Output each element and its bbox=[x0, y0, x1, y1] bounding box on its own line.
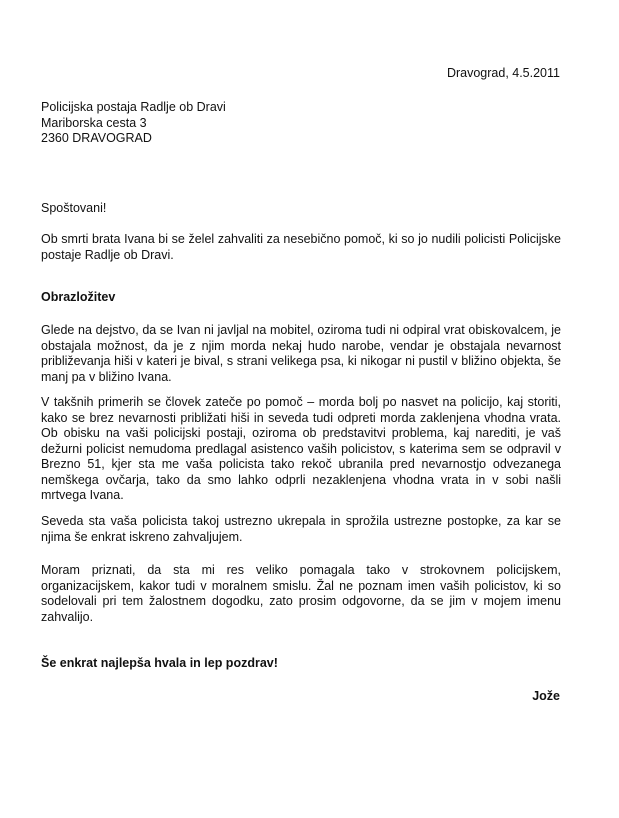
recipient-city: 2360 DRAVOGRAD bbox=[41, 131, 152, 145]
recipient-address bbox=[41, 100, 226, 147]
body-paragraph-3: Seveda sta vaša policista takoj ustrezno ukrepala in sprožila ustrezne postopke, za kar se njima še enkrat iskreno zahvaljujem. bbox=[41, 514, 561, 544]
body-paragraph-4: Moram priznati, da sta mi res veliko pomagala tako v strokovnem policijskem, organizacijskem, kakor tudi v moralnem smislu. Žal ne poznam imen vaših policistov, ki so sodelovali pri tem žalostnem dogodku, zato prosim odgovorne, da se jim v mojem imenu zahvalijo. bbox=[41, 563, 561, 624]
recipient-name: Policijska postaja Radlje ob Dravi bbox=[41, 100, 226, 114]
body-paragraph-2: V takšnih primerih se človek zateče po pomoč – morda bolj po nasvet na policijo, kaj storiti, kako se brez nevarnosti približati hiši in seveda tudi odpreti morda zaklenjena vhodna vrata. Ob obisku na vaši policijski postaji, oziroma ob predstavitvi problema, kaj narediti, je vaš dežurni policist nemudoma predlagal asistenco vaših policistov, s katerima sem se odpravil v Brezno 51, kjer sta me vaša policista tako rekoč ubranila pred nevarnostjo odvezanega nemškega ovčarja, tako da smo lahko odprli nezaklenjena vhodna vrata in v sobi našli mrtvega Ivana. bbox=[41, 395, 561, 502]
closing-line: Še enkrat najlepša hvala in lep pozdrav! bbox=[41, 656, 278, 670]
signature: Jože bbox=[532, 689, 560, 703]
section-heading: Obrazložitev bbox=[41, 290, 116, 304]
recipient-street: Mariborska cesta 3 bbox=[41, 115, 147, 130]
body-paragraph-1: Glede na dejstvo, da se Ivan ni javljal na mobitel, oziroma tudi ni odpiral vrat obiskovalcem, je obstajala možnost, da je z njim morda nekaj hudo narobe, vendar je obstajala nevarnost približevanja hiši v kateri je bival, s strani velikega psa, ki nikogar ni pustil v bližino objekta, še manj pa v bližino Ivana. bbox=[41, 323, 561, 384]
intro-paragraph: Ob smrti brata Ivana bi se želel zahvaliti za nesebično pomoč, ki so jo nudili policisti Policijske postaje Radlje ob Dravi. bbox=[41, 232, 561, 262]
letter-date: Dravograd, 4.5.2011 bbox=[446, 66, 560, 80]
salutation: Spoštovani! bbox=[41, 201, 107, 215]
